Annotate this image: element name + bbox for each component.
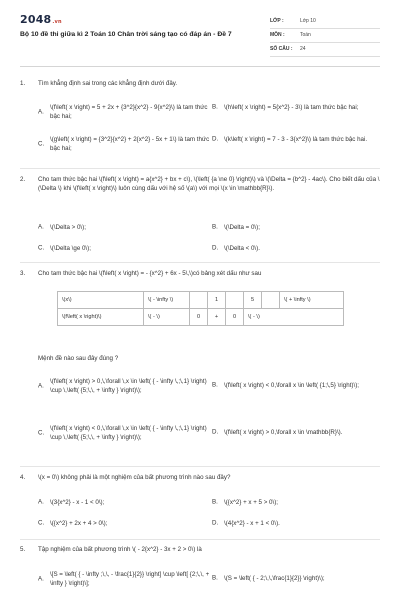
logo-text: 2048 bbox=[20, 13, 52, 26]
option-letter: C. bbox=[38, 519, 45, 527]
option-letter: C. bbox=[38, 244, 45, 252]
option-b[interactable] bbox=[212, 224, 392, 233]
option-text: \(3{x^2} - x - 1 < 0\); bbox=[50, 499, 105, 506]
question-text: \(x = 0\) không phải là một nghiệm của bất phương trình nào sau đây? bbox=[38, 474, 231, 481]
option-a[interactable] bbox=[38, 104, 218, 122]
option-letter: A. bbox=[38, 223, 44, 231]
option-b[interactable] bbox=[212, 499, 392, 508]
logo-suffix: .vn bbox=[52, 19, 62, 25]
question-divider bbox=[20, 539, 380, 540]
table-cell: \( - \infty \) bbox=[144, 292, 190, 309]
option-b[interactable] bbox=[212, 382, 392, 391]
question-text: Tập nghiệm của bất phương trình \( - 2{x^2} - 3x + 2 > 0\) là bbox=[38, 546, 202, 553]
meta-label: LỚP : bbox=[270, 17, 284, 24]
option-c[interactable] bbox=[38, 136, 218, 154]
option-letter: D. bbox=[212, 135, 219, 143]
option-text: \(g\left( x \right) = {3^2}{x^2} + 2{x^2} - 5x + 1\) là tam thức bậc hai; bbox=[50, 136, 210, 152]
meta-value: Toán bbox=[300, 31, 311, 38]
question-text: Cho tam thức bậc hai \(f\left( x \right) = a{x^2} + bx + c\), \(\left( {a \ne 0} \right)\) và \(\Delta = {b^2} - 4ac\). Cho biết dấu của \(\Delta \) khi \(f\left( x \right)\) luôn cùng dấu với hệ số \(a\) với mọi \(x \in \mathbb{R}\). bbox=[38, 176, 380, 192]
header bbox=[20, 12, 380, 60]
question-text: Cho tam thức bậc hai \(f\left( x \right) = - {x^2} + 6x - 5\,\)có bảng xét dấu như sau bbox=[38, 270, 262, 277]
table-cell: \( - \) bbox=[144, 309, 190, 326]
header-divider bbox=[20, 66, 380, 67]
table-cell bbox=[262, 292, 280, 309]
option-text: \[S = \left( { - \infty ;\,\, - \frac{1}{2}} \right] \cup \left[ {2;\,\, + \infty } \right)\]; bbox=[50, 571, 210, 587]
meta-info bbox=[270, 15, 380, 57]
question-4 bbox=[20, 474, 380, 542]
question-number: 2. bbox=[20, 176, 26, 183]
option-text: \(S = \left( { - 2;\,\,\frac{1}{2}} \right)\); bbox=[224, 575, 325, 582]
question-5 bbox=[20, 546, 380, 598]
option-letter: C. bbox=[38, 140, 45, 148]
option-letter: D. bbox=[212, 519, 219, 527]
option-letter: A. bbox=[38, 382, 44, 390]
option-a[interactable] bbox=[38, 571, 218, 589]
table-cell: \(x\) bbox=[58, 292, 144, 309]
question-number: 5. bbox=[20, 546, 26, 553]
meta-row-count bbox=[270, 43, 380, 57]
option-d[interactable] bbox=[212, 429, 392, 438]
option-text: \(\Delta = 0\); bbox=[224, 224, 260, 231]
option-letter: A. bbox=[38, 498, 44, 506]
option-c[interactable] bbox=[38, 425, 218, 443]
table-cell bbox=[190, 292, 208, 309]
option-letter: B. bbox=[212, 574, 218, 582]
table-cell: 0 bbox=[190, 309, 208, 326]
question-number: 4. bbox=[20, 474, 26, 481]
option-d[interactable] bbox=[212, 520, 392, 529]
sign-table-row-f bbox=[58, 309, 344, 326]
option-b[interactable] bbox=[212, 575, 392, 584]
option-a[interactable] bbox=[38, 378, 218, 396]
option-letter: C. bbox=[38, 429, 45, 437]
question-3 bbox=[20, 270, 380, 464]
option-text: \({x^2} + 2x + 4 > 0\); bbox=[50, 520, 108, 527]
site-logo[interactable] bbox=[20, 12, 62, 28]
option-a[interactable] bbox=[38, 499, 218, 508]
option-text: \(4{x^2} - x + 1 < 0\). bbox=[224, 520, 280, 527]
sign-table-row-x bbox=[58, 292, 344, 309]
option-text: \(\Delta < 0\). bbox=[224, 245, 260, 252]
table-cell: 0 bbox=[226, 309, 244, 326]
option-a[interactable] bbox=[38, 224, 218, 233]
question-text: Tìm khẳng định sai trong các khẳng định dưới đây. bbox=[38, 80, 178, 87]
question-divider bbox=[20, 262, 380, 263]
question-number: 1. bbox=[20, 80, 26, 87]
option-text: \(f\left( x \right) > 0,\forall x \in \mathbb{R}\). bbox=[224, 429, 343, 436]
option-letter: A. bbox=[38, 108, 44, 116]
question-divider bbox=[20, 168, 380, 169]
sign-table bbox=[57, 291, 344, 326]
option-text: \(f\left( x \right) < 0,\forall x \in \left( {1;\,5} \right)\); bbox=[224, 382, 359, 389]
table-cell: \(f\left( x \right)\) bbox=[58, 309, 144, 326]
option-d[interactable] bbox=[212, 136, 392, 145]
option-letter: B. bbox=[212, 223, 218, 231]
option-letter: A. bbox=[38, 575, 44, 583]
document-title: Bộ 10 đề thi giữa kì 2 Toán 10 Chân trời sáng tạo có đáp án - Đề 7 bbox=[20, 31, 232, 38]
meta-label: MÔN : bbox=[270, 31, 285, 38]
option-text: \({x^2} + x + 5 > 0\); bbox=[224, 499, 278, 506]
meta-row-subject bbox=[270, 29, 380, 43]
option-text: \(\Delta > 0\); bbox=[50, 224, 86, 231]
table-cell: 5 bbox=[244, 292, 262, 309]
meta-value: Lớp 10 bbox=[300, 17, 316, 24]
option-letter: D. bbox=[212, 244, 219, 252]
option-letter: B. bbox=[212, 103, 218, 111]
table-cell: 1 bbox=[208, 292, 226, 309]
table-cell: \( + \infty \) bbox=[280, 292, 344, 309]
option-letter: B. bbox=[212, 381, 218, 389]
option-text: \(k\left( x \right) = 7 - 3 - 3{x^2}\) là tam thức bậc hai. bbox=[224, 136, 368, 143]
option-text: \(h\left( x \right) = 5{x^2} - 3\) là tam thức bậc hai; bbox=[224, 104, 359, 111]
question-divider bbox=[20, 466, 380, 467]
meta-label: SỐ CÂU : bbox=[270, 45, 293, 52]
question-2 bbox=[20, 176, 380, 264]
option-b[interactable] bbox=[212, 104, 392, 113]
question-number: 3. bbox=[20, 270, 26, 277]
meta-row-class bbox=[270, 15, 380, 29]
option-c[interactable] bbox=[38, 245, 218, 254]
table-cell: \( - \) bbox=[244, 309, 344, 326]
option-text: \(f\left( x \right) = 5 + 2x + {3^2}{x^2} - 9{x^2}\) là tam thức bậc hai; bbox=[50, 104, 208, 120]
question-1 bbox=[20, 80, 380, 172]
meta-value: 24 bbox=[300, 45, 306, 52]
option-c[interactable] bbox=[38, 520, 218, 529]
option-text: \(f\left( x \right) > 0,\,\forall \,x \in \left( { - \infty \,;\,1} \right) \cup \,\left( {5;\,\, + \infty } \right)\); bbox=[50, 378, 207, 394]
option-text: \(f\left( x \right) < 0,\,\forall \,x \in \left( { - \infty \,;\,1} \right) \cup \,\left( {5;\,\, + \infty } \right)\); bbox=[50, 425, 207, 441]
option-letter: D. bbox=[212, 428, 219, 436]
question-subtext: Mệnh đề nào sau đây đúng ? bbox=[38, 354, 119, 362]
option-d[interactable] bbox=[212, 245, 392, 254]
table-cell: + bbox=[208, 309, 226, 326]
option-letter: B. bbox=[212, 498, 218, 506]
option-text: \(\Delta \ge 0\); bbox=[50, 245, 91, 252]
table-cell bbox=[226, 292, 244, 309]
